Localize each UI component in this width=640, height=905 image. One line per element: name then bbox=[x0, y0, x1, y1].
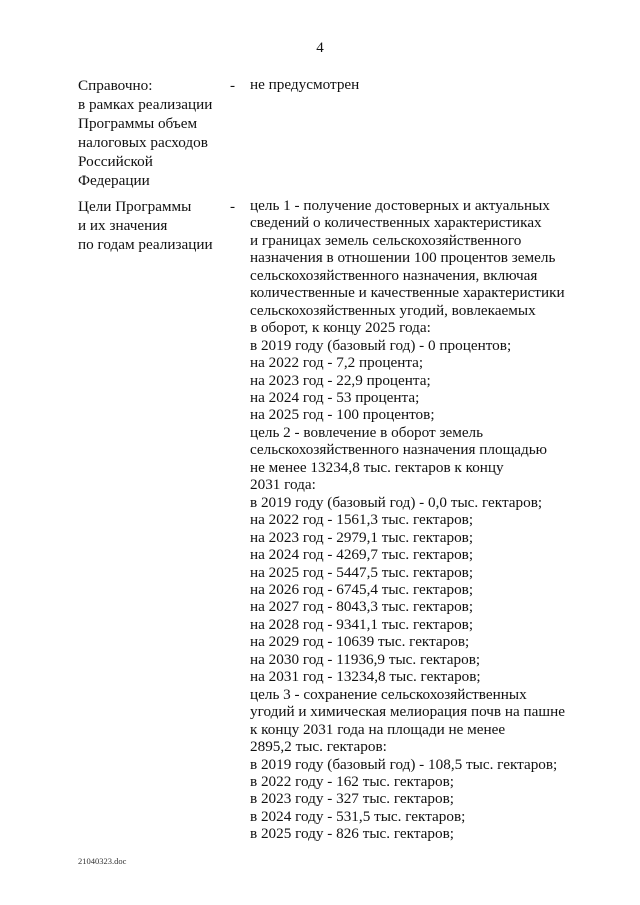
goals-label-line: Цели Программы bbox=[78, 198, 192, 215]
goal-text-line: цель 2 - вовлечение в оборот земель bbox=[250, 423, 484, 441]
goal-text-line: в 2019 году (базовый год) - 108,5 тыс. гектаров; bbox=[250, 755, 558, 773]
goal-text-line: на 2024 год - 4269,7 тыс. гектаров; bbox=[250, 546, 474, 564]
goal-text-line: назначения в отношении 100 процентов земель bbox=[250, 249, 556, 267]
goal-text-line: и границах земель сельскохозяйственного bbox=[250, 231, 522, 249]
reference-label-line: в рамках реализации bbox=[78, 96, 213, 113]
reference-value bbox=[250, 76, 595, 93]
goal-text-line: на 2023 год - 2979,1 тыс. гектаров; bbox=[250, 528, 474, 546]
goal-text-line: сведений о количественных характеристиках bbox=[250, 214, 542, 232]
document-code: 21040323.doc bbox=[78, 856, 127, 866]
reference-dash: - bbox=[230, 77, 236, 94]
goal-text-line: в 2023 году - 327 тыс. гектаров; bbox=[250, 790, 454, 808]
goal-text-line: не менее 13234,8 тыс. гектаров к концу bbox=[250, 458, 504, 476]
goal-text-line: на 2022 год - 1561,3 тыс. гектаров; bbox=[250, 511, 474, 529]
goals-dash: - bbox=[230, 198, 236, 215]
goals-value bbox=[250, 197, 595, 843]
goal-text-line: сельскохозяйственного назначения площадью bbox=[250, 441, 548, 459]
goal-text-line: цель 3 - сохранение сельскохозяйственных bbox=[250, 685, 527, 703]
goal-text-line: в 2024 году - 531,5 тыс. гектаров; bbox=[250, 807, 466, 825]
goal-text-line: в 2022 году - 162 тыс. гектаров; bbox=[250, 772, 454, 790]
goal-text-line: цель 1 - получение достоверных и актуальных bbox=[250, 197, 550, 214]
goal-text-line: на 2026 год - 6745,4 тыс. гектаров; bbox=[250, 580, 474, 598]
reference-value-line: не предусмотрен bbox=[250, 76, 360, 93]
reference-label-line: Российской bbox=[78, 153, 153, 170]
page-number: 4 bbox=[316, 40, 324, 56]
goal-text-line: на 2022 год - 7,2 процента; bbox=[250, 354, 424, 372]
reference-label-line: Справочно: bbox=[78, 77, 153, 94]
goal-text-line: на 2027 год - 8043,3 тыс. гектаров; bbox=[250, 598, 474, 616]
goal-text-line: в 2019 году (базовый год) - 0 процентов; bbox=[250, 336, 512, 354]
goal-text-line: 2031 года: bbox=[250, 476, 316, 494]
goal-text-line: в 2019 году (базовый год) - 0,0 тыс. гектаров; bbox=[250, 493, 543, 511]
goal-text-line: на 2031 год - 13234,8 тыс. гектаров; bbox=[250, 668, 481, 686]
goal-text-line: на 2023 год - 22,9 процента; bbox=[250, 371, 431, 389]
goal-text-line: 2895,2 тыс. гектаров: bbox=[250, 738, 387, 756]
goal-text-line: на 2025 год - 100 процентов; bbox=[250, 406, 435, 424]
goal-text-line: угодий и химическая мелиорация почв на пашне bbox=[250, 703, 565, 721]
goals-label-line: по годам реализации bbox=[78, 236, 213, 253]
goals-label bbox=[78, 197, 223, 254]
goal-text-line: сельскохозяйственного назначения, включая bbox=[250, 266, 538, 284]
goal-text-line: к концу 2031 года на площади не менее bbox=[250, 720, 506, 738]
goal-text-line: в 2025 году - 826 тыс. гектаров; bbox=[250, 825, 454, 843]
goal-text-line: на 2025 год - 5447,5 тыс. гектаров; bbox=[250, 563, 474, 581]
goal-text-line: на 2029 год - 10639 тыс. гектаров; bbox=[250, 633, 470, 651]
reference-label-line: Федерации bbox=[78, 172, 150, 189]
goal-text-line: сельскохозяйственных угодий, вовлекаемых bbox=[250, 301, 536, 319]
reference-label-line: налоговых расходов bbox=[78, 134, 208, 151]
goal-text-line: на 2024 год - 53 процента; bbox=[250, 388, 420, 406]
goals-label-line: и их значения bbox=[78, 217, 168, 234]
reference-label bbox=[78, 76, 223, 190]
goal-text-line: на 2028 год - 9341,1 тыс. гектаров; bbox=[250, 615, 474, 633]
goal-text-line: количественные и качественные характеристики bbox=[250, 284, 565, 302]
goal-text-line: в оборот, к концу 2025 года: bbox=[250, 319, 431, 337]
goal-text-line: на 2030 год - 11936,9 тыс. гектаров; bbox=[250, 650, 481, 668]
reference-label-line: Программы объем bbox=[78, 115, 198, 132]
